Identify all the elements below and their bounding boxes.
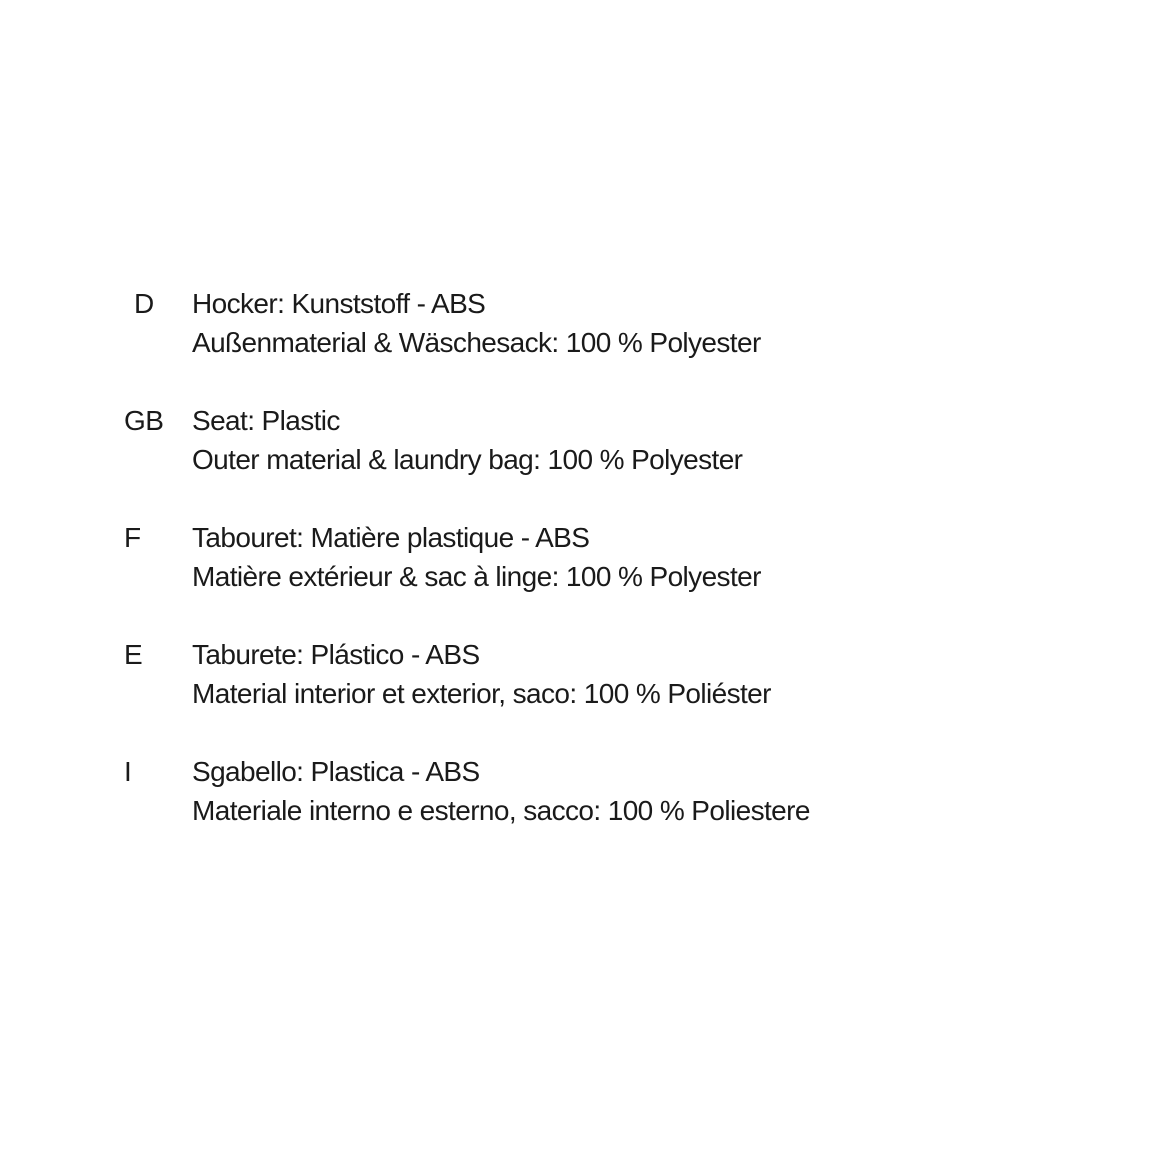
fabric-material-line: Matière extérieur & sac à linge: 100 % Polyester bbox=[192, 561, 761, 592]
entry-italian bbox=[0, 752, 1160, 869]
product-material-line: Tabouret: Matière plastique - ABS bbox=[192, 522, 590, 553]
entry-text bbox=[192, 752, 1112, 830]
entry-german bbox=[0, 284, 1160, 401]
entry-text bbox=[192, 518, 1112, 596]
entry-text bbox=[192, 284, 1112, 362]
language-code: I bbox=[124, 756, 132, 787]
entry-spanish bbox=[0, 635, 1160, 752]
language-code: E bbox=[124, 639, 143, 670]
language-code: D bbox=[134, 288, 154, 319]
entry-french bbox=[0, 518, 1160, 635]
entry-text bbox=[192, 635, 1112, 713]
language-code: GB bbox=[124, 405, 164, 436]
fabric-material-line: Außenmaterial & Wäschesack: 100 % Polyester bbox=[192, 327, 761, 358]
fabric-material-line: Materiale interno e esterno, sacco: 100 % Poliestere bbox=[192, 795, 810, 826]
entry-english bbox=[0, 401, 1160, 518]
language-code: F bbox=[124, 522, 141, 553]
material-composition-list bbox=[0, 284, 1160, 869]
fabric-material-line: Outer material & laundry bag: 100 % Polyester bbox=[192, 444, 743, 475]
product-material-line: Seat: Plastic bbox=[192, 405, 340, 436]
fabric-material-line: Material interior et exterior, saco: 100 % Poliéster bbox=[192, 678, 771, 709]
product-material-line: Taburete: Plástico - ABS bbox=[192, 639, 480, 670]
entry-text bbox=[192, 401, 1112, 479]
product-material-line: Hocker: Kunststoff - ABS bbox=[192, 288, 486, 319]
product-material-line: Sgabello: Plastica - ABS bbox=[192, 756, 480, 787]
